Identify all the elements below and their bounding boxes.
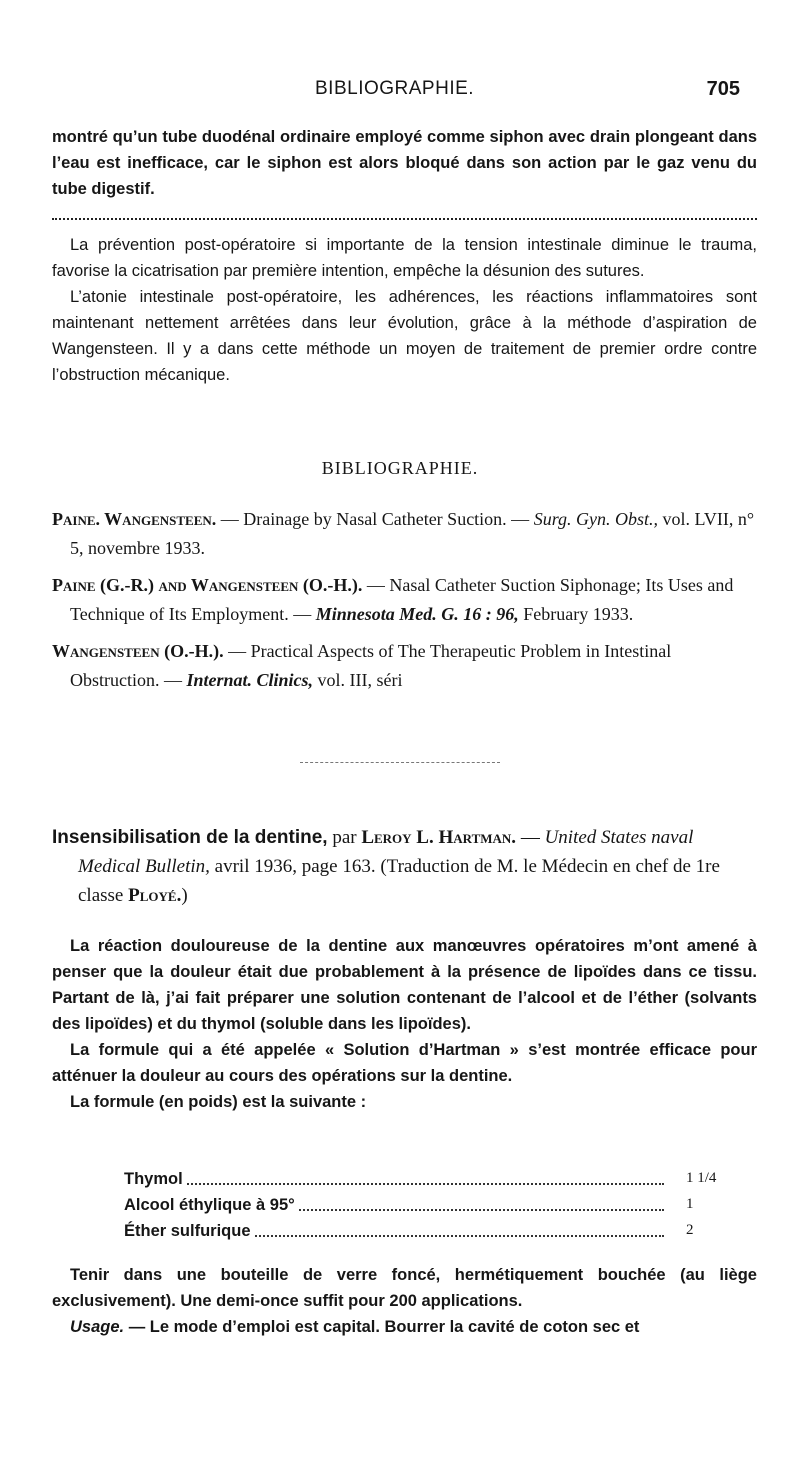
- intro-paragraphs: [52, 232, 757, 388]
- formula-quantity: 2: [686, 1222, 694, 1238]
- bibliography-heading: BIBLIOGRAPHIE.: [321, 458, 479, 478]
- translator-name: Ployé.: [128, 885, 182, 906]
- reference-item: Wangensteen (O.-H.). — Practical Aspects of The Therapeutic Problem in Intestinal Obstruction. — Internat. Clinics, vol. III, séri: [52, 641, 672, 690]
- usage-label: Usage.: [70, 1318, 125, 1336]
- formula-ingredient: Éther sulfurique: [124, 1222, 255, 1240]
- formula-row: [124, 1222, 724, 1248]
- reference-item: Paine. Wangensteen. — Drainage by Nasal Catheter Suction. — Surg. Gyn. Obst., vol. LVII, n° 5, novembre 1933.: [52, 509, 755, 558]
- intro-paragraph-1: montré qu’un tube duodénal ordinaire employé comme siphon avec drain plongeant dans l’eau est inefficace, car le siphon est alors bloqué dans son action par le gaz venu du tube digestif.: [52, 128, 757, 198]
- intro-paragraph-2: La prévention post-opératoire si importante de la tension intestinale diminue le trauma, favorise la cicatrisation par première intention, empêche la désunion des sutures.: [52, 236, 757, 280]
- page-number: 705: [706, 78, 740, 100]
- reference-item: Paine (G.-R.) and Wangensteen (O.-H.). — Nasal Catheter Suction Siphonage; Its Uses and Technique of Its Employment. — Minnesota Med. G. 16 : 96, February 1933.: [52, 575, 734, 624]
- article-paragraph-3: La formule (en poids) est la suivante :: [70, 1093, 367, 1111]
- article-closing: [52, 1262, 757, 1340]
- article-body: [52, 933, 757, 1115]
- formula-quantity: 1 1/4: [686, 1170, 717, 1186]
- article-title: Insensibilisation de la dentine, par Leroy L. Hartman. — United States naval Medical Bulletin, avril 1936, page 163. (Traduction de M. le Médecin en chef de 1re classe Ployé.): [52, 827, 720, 906]
- running-title: BIBLIOGRAPHIE.: [315, 78, 475, 99]
- page-header: [0, 78, 800, 108]
- article-paragraph-1: La réaction douloureuse de la dentine aux manœuvres opératoires m’ont amené à penser que la douleur était due probablement à la présence de lipoïdes dans ce tissu. Partant de là, j’ai fait préparer une solution contenant de l’alcool et de l’éther (solvants des lipoïdes) et du thymol (soluble dans les lipoïdes).: [52, 937, 757, 1033]
- formula-row: [124, 1196, 724, 1222]
- formula-row: [124, 1170, 724, 1196]
- formula-quantity: 1: [686, 1196, 694, 1212]
- bibliography-list: [52, 505, 757, 695]
- article-journal: United States naval Medical Bulletin,: [78, 827, 694, 877]
- formula-ingredient: Alcool éthylique à 95°: [124, 1196, 299, 1214]
- section-divider: [300, 762, 500, 763]
- intro-paragraph-3: L’atonie intestinale post-opératoire, les adhérences, les réactions inflammatoires sont maintenant nettement arrêtées dans leur évolution, grâce à la méthode d’aspiration de Wangensteen. Il y a dans cette méthode un moyen de traitement de premier ordre contre l’obstruction mécanique.: [52, 288, 757, 384]
- usage-paragraph: Usage. — Le mode d’emploi est capital. Bourrer la cavité de coton sec et: [70, 1318, 640, 1336]
- article-author: Leroy L. Hartman.: [361, 827, 517, 848]
- formula-ingredient: Thymol: [124, 1170, 187, 1188]
- article-paragraph-2: La formule qui a été appelée « Solution d’Hartman » s’est montrée efficace pour atténuer la douleur au cours des opérations sur la dentine.: [52, 1041, 757, 1085]
- article-title-lead: Insensibilisation de la dentine,: [52, 827, 328, 848]
- article-paragraph-4: Tenir dans une bouteille de verre foncé, hermétiquement bouchée (au liège exclusivement). Une demi-once suffit pour 200 applications.: [52, 1266, 757, 1310]
- dotted-separator: [52, 218, 757, 220]
